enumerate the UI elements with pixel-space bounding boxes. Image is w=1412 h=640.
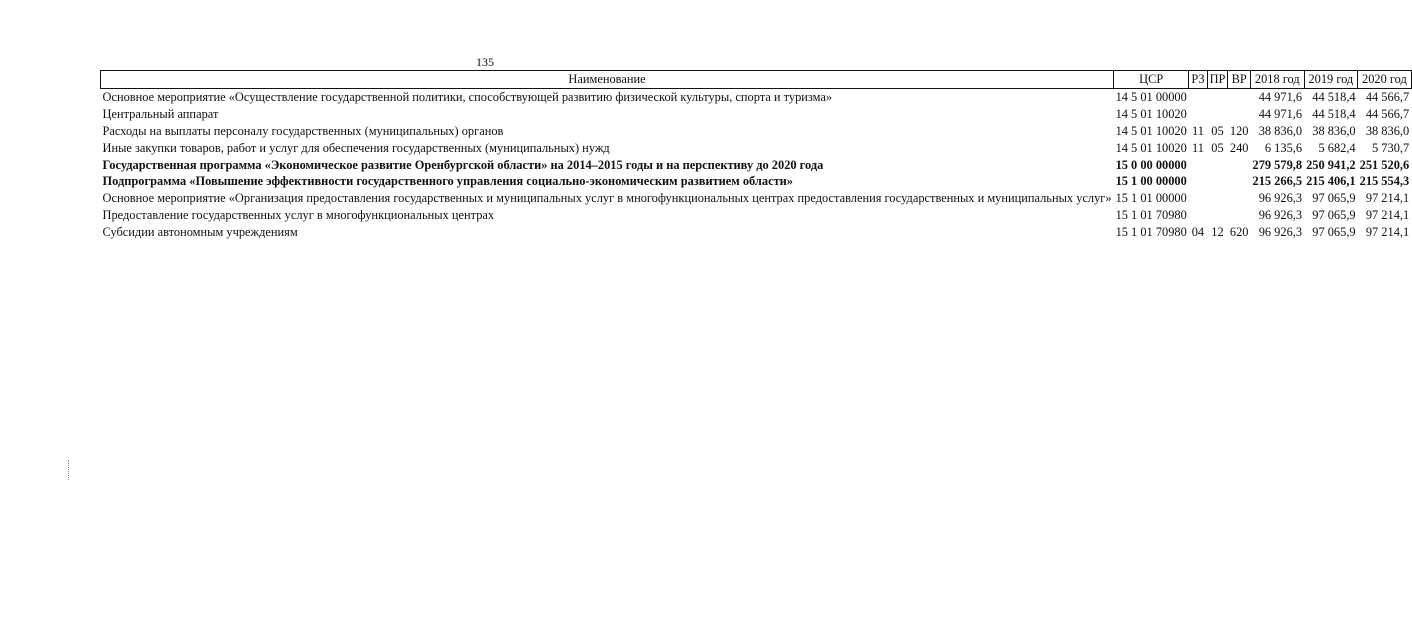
cell-vr: 120 (1229, 123, 1249, 138)
cell-y2020: 38 836,0 (1365, 123, 1410, 138)
cell-y2019: 97 065,9 (1312, 225, 1356, 240)
cell-csr: 14 5 01 00000 (1115, 89, 1187, 104)
cell-vr (1228, 157, 1251, 174)
cell-rz (1189, 207, 1207, 224)
cell-vr (1228, 173, 1251, 190)
cell-y2018: 6 135,6 (1264, 140, 1303, 155)
cell-pr (1207, 157, 1228, 174)
header-2019: 2019 год (1304, 71, 1358, 89)
table-row (101, 88, 1412, 105)
cell-y2020: 251 520,6 (1359, 157, 1410, 172)
cell-y2018: 96 926,3 (1258, 225, 1303, 240)
cell-y2020: 97 214,1 (1365, 208, 1410, 223)
cell-pr (1207, 88, 1228, 105)
cell-y2019: 38 836,0 (1312, 123, 1356, 138)
table-row (101, 140, 1412, 157)
header-vr: ВР (1228, 71, 1251, 89)
cell-name: Субсидии автономным учреждениям (102, 225, 298, 240)
page-number: 135 (476, 55, 494, 69)
cell-vr (1228, 207, 1251, 224)
cell-y2019: 250 941,2 (1306, 157, 1356, 172)
cell-y2019: 97 065,9 (1312, 191, 1356, 206)
header-rz: РЗ (1189, 71, 1207, 89)
cell-y2018: 96 926,3 (1258, 208, 1303, 223)
cell-pr: 05 (1211, 140, 1224, 155)
cell-y2019: 215 406,1 (1306, 174, 1356, 189)
cell-name: Основное мероприятие «Осуществление государственной политики, способствующей развитию физической культуры, спорта и туризма» (102, 89, 833, 104)
cell-csr: 15 1 01 00000 (1115, 191, 1187, 206)
cell-name: Подпрограмма «Повышение эффективности государственного управления социально-экономическим развитием области» (102, 174, 793, 189)
cell-rz: 04 (1191, 225, 1205, 240)
cell-y2020: 97 214,1 (1365, 191, 1410, 206)
cell-csr: 15 1 00 00000 (1115, 174, 1187, 189)
scan-edge-marks (68, 460, 71, 480)
cell-rz (1189, 190, 1207, 207)
cell-name: Предоставление государственных услуг в многофункциональных центрах (102, 208, 495, 223)
cell-csr: 14 5 01 10020 (1115, 106, 1187, 121)
cell-y2018: 44 971,6 (1258, 106, 1303, 121)
cell-y2020: 97 214,1 (1365, 225, 1410, 240)
cell-vr (1228, 106, 1251, 123)
cell-vr (1228, 190, 1251, 207)
cell-y2019: 97 065,9 (1312, 208, 1356, 223)
table-row (101, 207, 1412, 224)
cell-rz (1189, 157, 1207, 174)
cell-pr (1207, 106, 1228, 123)
cell-pr (1207, 173, 1228, 190)
header-pr: ПР (1207, 71, 1228, 89)
cell-pr: 05 (1211, 123, 1224, 138)
cell-rz: 11 (1191, 123, 1204, 138)
table-row (101, 157, 1412, 174)
cell-y2019: 44 518,4 (1312, 89, 1356, 104)
table-row (101, 190, 1412, 207)
table-row (101, 224, 1412, 241)
header-2018: 2018 год (1251, 71, 1305, 89)
cell-y2018: 279 579,8 (1252, 157, 1303, 172)
table-row (101, 106, 1412, 123)
header-csr: ЦСР (1114, 71, 1189, 89)
cell-name: Государственная программа «Экономическое развитие Оренбургской области» на 2014–2015 годы и на перспективу до 2020 года (102, 157, 824, 172)
cell-y2020: 44 566,7 (1365, 106, 1410, 121)
cell-pr: 12 (1211, 225, 1224, 240)
table-header-row (101, 71, 1412, 89)
cell-pr (1207, 190, 1228, 207)
budget-table (100, 70, 1412, 241)
cell-csr: 15 0 00 00000 (1115, 157, 1187, 172)
cell-csr: 14 5 01 10020 (1115, 140, 1187, 155)
cell-rz (1189, 106, 1207, 123)
cell-csr: 15 1 01 70980 (1115, 208, 1187, 223)
cell-vr: 620 (1229, 225, 1249, 240)
header-name: Наименование (101, 71, 1114, 89)
cell-y2019: 44 518,4 (1312, 106, 1356, 121)
cell-y2018: 38 836,0 (1258, 123, 1303, 138)
cell-y2018: 44 971,6 (1258, 89, 1303, 104)
cell-vr (1228, 88, 1251, 105)
cell-name: Иные закупки товаров, работ и услуг для обеспечения государственных (муниципальных) нужд (102, 140, 610, 155)
cell-rz (1189, 173, 1207, 190)
cell-name: Расходы на выплаты персоналу государственных (муниципальных) органов (102, 123, 504, 138)
table-row (101, 123, 1412, 140)
cell-y2018: 96 926,3 (1258, 191, 1303, 206)
cell-pr (1207, 207, 1228, 224)
cell-y2020: 44 566,7 (1365, 89, 1410, 104)
cell-y2020: 5 730,7 (1372, 140, 1410, 155)
cell-y2020: 215 554,3 (1359, 174, 1410, 189)
cell-rz: 11 (1191, 140, 1204, 155)
cell-y2019: 5 682,4 (1318, 140, 1356, 155)
header-2020: 2020 год (1358, 71, 1412, 89)
table-row (101, 173, 1412, 190)
cell-rz (1189, 88, 1207, 105)
cell-vr: 240 (1229, 140, 1249, 155)
cell-csr: 15 1 01 70980 (1115, 225, 1187, 240)
cell-name: Основное мероприятие «Организация предоставления государственных и муниципальных услуг в многофункциональных центрах предоставления государственных и муниципальных услуг» (102, 191, 1112, 206)
cell-csr: 14 5 01 10020 (1115, 123, 1187, 138)
cell-name: Центральный аппарат (102, 106, 219, 121)
table-body (101, 88, 1412, 241)
cell-y2018: 215 266,5 (1252, 174, 1303, 189)
